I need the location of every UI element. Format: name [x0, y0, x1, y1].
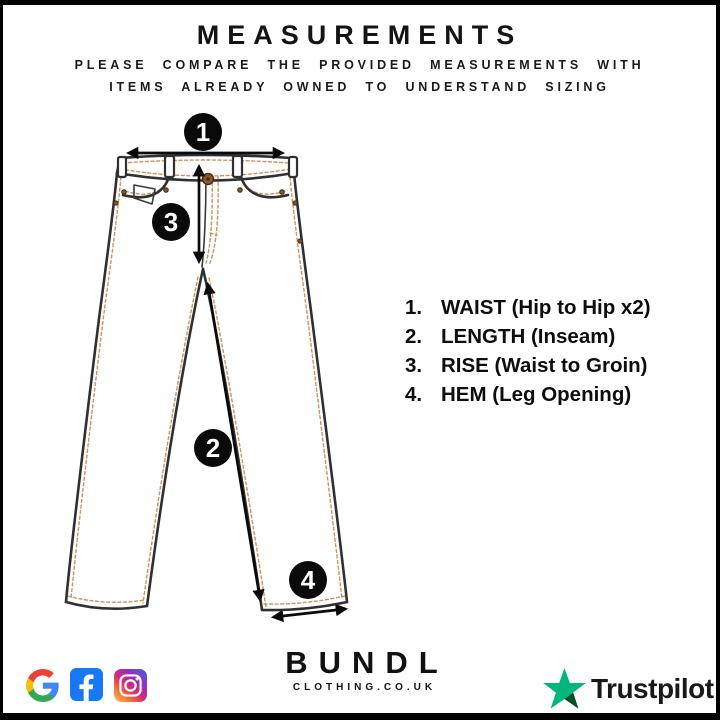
belt-loop: [289, 157, 297, 177]
brand-logo: [263, 646, 463, 694]
jeans-outline: [66, 155, 347, 610]
legend-item-hem: [405, 380, 705, 409]
svg-text:4: 4: [300, 565, 316, 595]
instagram-icon: [114, 669, 147, 702]
belt-loop: [233, 156, 242, 177]
marker-hem: [289, 561, 327, 599]
trustpilot-label: Trustpilot: [591, 672, 714, 704]
svg-text:3: 3: [163, 207, 179, 237]
trustpilot-logo: [543, 668, 714, 709]
legend-item-label: RISE (Waist to Groin): [441, 354, 648, 377]
facebook-icon: [70, 668, 103, 701]
legend-item-label: WAIST (Hip to Hip x2): [441, 296, 651, 319]
legend-item-waist: [405, 293, 705, 322]
legend-item-number: 3.: [405, 354, 423, 377]
google-icon: [26, 669, 59, 702]
legend-item-label: HEM (Leg Opening): [441, 383, 632, 406]
belt-loop: [118, 157, 126, 177]
legend-item-length: [405, 322, 705, 351]
marker-waist: [184, 113, 222, 151]
marker-length: [194, 429, 232, 467]
brand-name: BUNDL: [285, 645, 449, 680]
subtitle-line-1: PLEASE COMPARE THE PROVIDED MEASUREMENTS WITH: [74, 58, 645, 72]
svg-text:2: 2: [205, 433, 221, 463]
legend-item-number: 2.: [405, 325, 423, 348]
belt-loop: [165, 156, 174, 177]
svg-text:1: 1: [195, 117, 211, 147]
brand-domain: CLOTHING.CO.UK: [292, 682, 437, 693]
jeans-measurement-diagram: [3, 100, 403, 630]
legend-item-rise: [405, 351, 705, 380]
subtitle: [3, 55, 716, 98]
legend-item-number: 1.: [405, 296, 423, 319]
legend-item-label: LENGTH (Inseam): [441, 325, 616, 348]
legend-item-number: 4.: [405, 383, 423, 406]
page-title: MEASUREMENTS: [196, 20, 523, 50]
legend-list: [405, 293, 705, 409]
marker-rise: [152, 203, 190, 241]
trustpilot-star-icon: [543, 668, 586, 709]
subtitle-line-2: ITEMS ALREADY OWNED TO UNDERSTAND SIZING: [109, 79, 610, 94]
header: [3, 18, 716, 98]
